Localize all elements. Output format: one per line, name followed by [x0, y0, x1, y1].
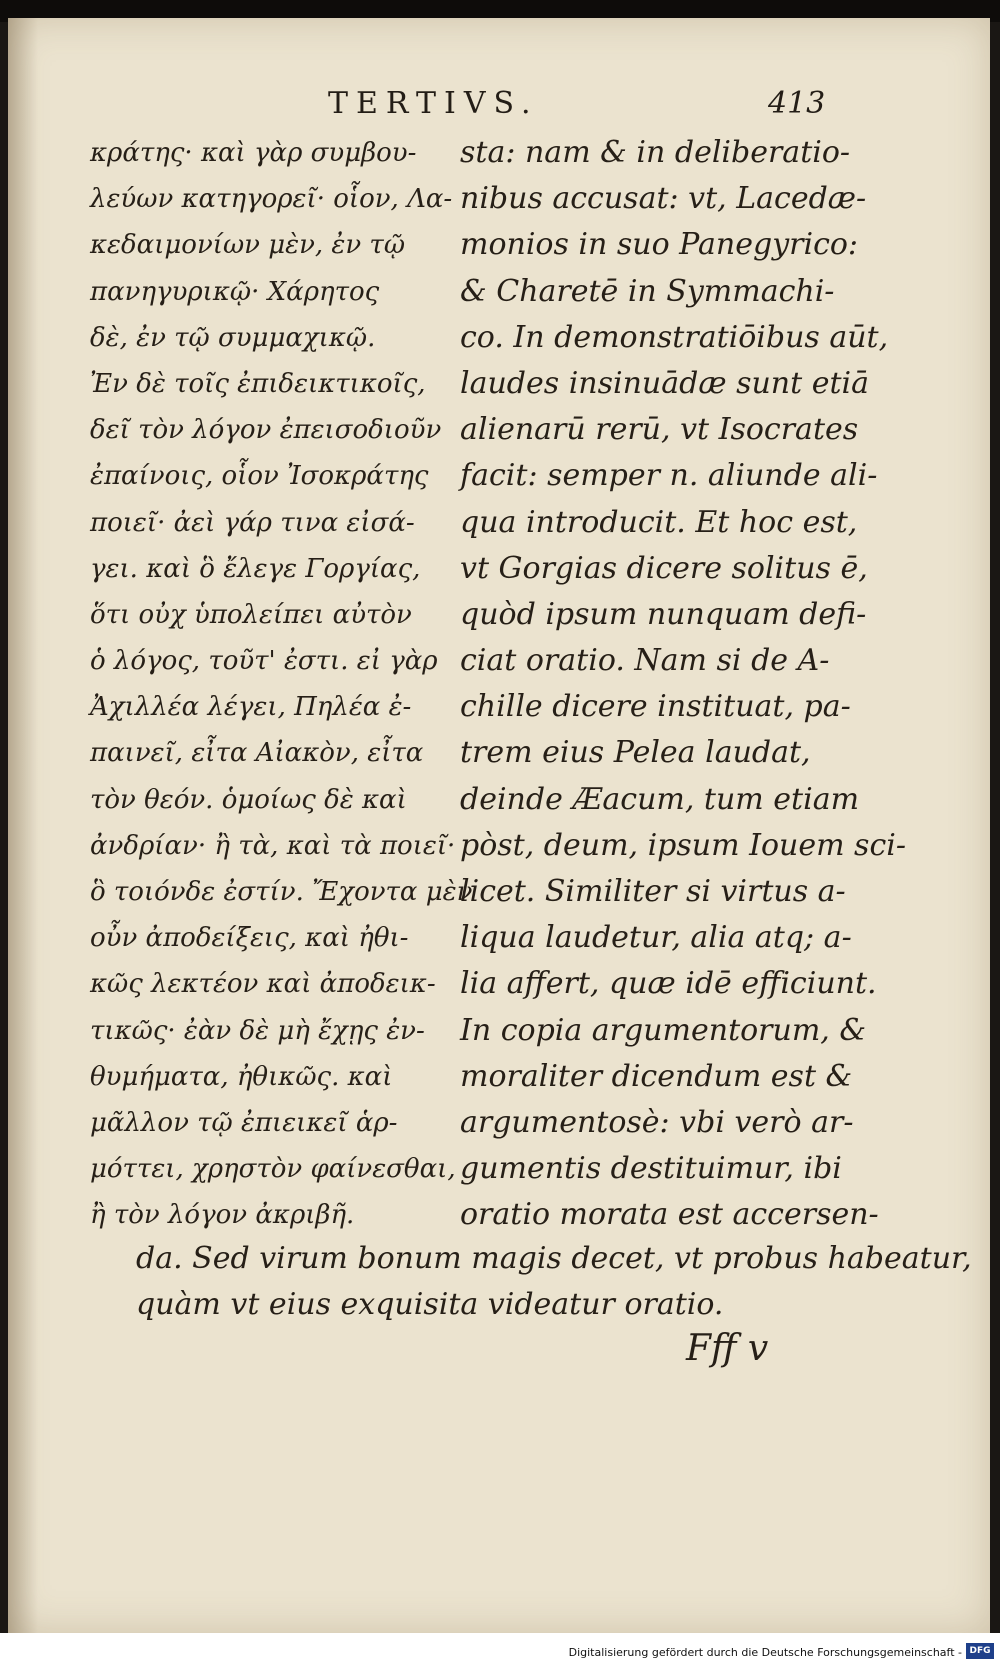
latin-text-column: [460, 130, 906, 1239]
greek-line: ὁ λόγος, τοῦτ' ἐστι. εἰ γὰρ: [90, 646, 438, 677]
greek-line: μᾶλλον τῷ ἐπιεικεῖ ἁρ-: [90, 1107, 398, 1138]
greek-line: κεδαιμονίων μὲν, ἐν τῷ: [90, 230, 406, 261]
latin-line: vt Gorgias dicere solitus ē,: [460, 550, 868, 586]
latin-line: licet. Similiter si virtus a-: [460, 874, 846, 909]
page-number: 413: [768, 86, 826, 121]
greek-line: δεῖ τὸν λόγον ἐπεισοδιοῦν: [90, 415, 442, 446]
latin-line: facit: semper n. aliunde ali-: [460, 458, 878, 494]
latin-continuation: [136, 1236, 972, 1328]
latin-line: sta: nam & in deliberatio-: [460, 135, 851, 170]
latin-line: trem eius Pelea laudat,: [460, 735, 811, 771]
latin-line: chille dicere instituat, pa-: [460, 689, 851, 725]
latin-full-line: da. Sed virum bonum magis decet, vt probus habeatur,: [136, 1241, 972, 1276]
latin-line: gumentis destituimur, ibi: [460, 1151, 842, 1187]
latin-line: pòst, deum, ipsum Iouem sci-: [460, 827, 906, 863]
latin-line: & Charetē in Symmachi-: [460, 273, 835, 309]
greek-line: Ἀχιλλέα λέγει, Πηλέα ἐ-: [90, 692, 412, 723]
latin-line: co. In demonstratiōibus aūt,: [460, 319, 889, 355]
greek-line: θυμήματα, ἠθικῶς. καὶ: [90, 1061, 393, 1092]
latin-line: oratio morata est accersen-: [460, 1197, 879, 1233]
greek-line: παινεῖ, εἶτα Αἰακὸν, εἶτα: [90, 738, 424, 769]
greek-line: κράτης· καὶ γὰρ συμβου-: [90, 138, 417, 168]
greek-line: γει. καὶ ὃ ἔλεγε Γοργίας,: [90, 553, 421, 584]
dfg-logo: DFG: [966, 1643, 994, 1659]
latin-line: alienarū rerū, vt Isocrates: [460, 412, 859, 448]
greek-line: ὃ τοιόνδε ἐστίν. Ἔχοντα μὲν: [90, 877, 473, 907]
greek-line: δὲ, ἐν τῷ συμμαχικῷ.: [90, 322, 376, 353]
latin-line: laudes insinuādæ sunt etiā: [460, 365, 869, 401]
latin-line: In copia argumentorum, &: [460, 1012, 867, 1048]
book-page: [8, 18, 990, 1633]
digitization-footer: [0, 1633, 1000, 1670]
latin-line: nibus accusat: vt, Lacedæ-: [460, 181, 867, 217]
latin-line: liqua laudetur, alia atq; a-: [460, 920, 852, 956]
latin-line: moraliter dicendum est &: [460, 1058, 853, 1094]
latin-line: argumentosè: vbi verò ar-: [460, 1104, 854, 1140]
latin-line: qua introducit. Et hoc est,: [460, 504, 858, 540]
latin-line: monios in suo Panegyrico:: [460, 227, 859, 263]
running-head: TERTIVS.: [328, 86, 539, 121]
latin-line: lia affert, quæ idē efficiunt.: [460, 966, 877, 1002]
greek-line: Ἐν δὲ τοῖς ἐπιδεικτικοῖς,: [90, 368, 426, 399]
greek-line: λεύων κατηγορεῖ· οἷον, Λα-: [90, 184, 453, 215]
signature-mark: Fff v: [686, 1328, 769, 1369]
greek-line: ποιεῖ· ἀεὶ γάρ τινα εἰσά-: [90, 507, 415, 538]
greek-text-column: [90, 130, 473, 1239]
latin-full-line: quàm vt eius exquisita videatur oratio.: [136, 1287, 724, 1322]
greek-line: ἢ τὸν λόγον ἀκριβῆ.: [90, 1200, 355, 1231]
latin-line: deinde Æacum, tum etiam: [460, 781, 860, 817]
greek-line: πανηγυρικῷ· Χάρητος: [90, 276, 380, 307]
greek-line: τικῶς· ἐὰν δὲ μὴ ἔχῃς ἐν-: [90, 1015, 425, 1046]
greek-line: μόττει, χρηστὸν φαίνεσθαι,: [90, 1154, 456, 1185]
greek-line: οὖν ἀποδείξεις, καὶ ἠθι-: [90, 923, 409, 954]
greek-line: ἀνδρίαν· ἢ τὰ, καὶ τὰ ποιεῖ·: [90, 830, 456, 861]
latin-line: ciat oratio. Nam si de A-: [460, 643, 830, 679]
funding-note: Digitalisierung gefördert durch die Deutsche Forschungsgemeinschaft -: [568, 1646, 962, 1659]
greek-line: τὸν θεόν. ὁμοίως δὲ καὶ: [90, 784, 407, 815]
greek-line: ἐπαίνοις, οἷον Ἰσοκράτης: [90, 461, 429, 492]
greek-line: ὅτι οὐχ ὑπολείπει αὐτὸν: [90, 599, 412, 630]
page-gutter-shade: [8, 18, 38, 1633]
greek-line: κῶς λεκτέον καὶ ἀποδεικ-: [90, 969, 436, 1000]
latin-line: quòd ipsum nunquam defi-: [460, 596, 867, 632]
